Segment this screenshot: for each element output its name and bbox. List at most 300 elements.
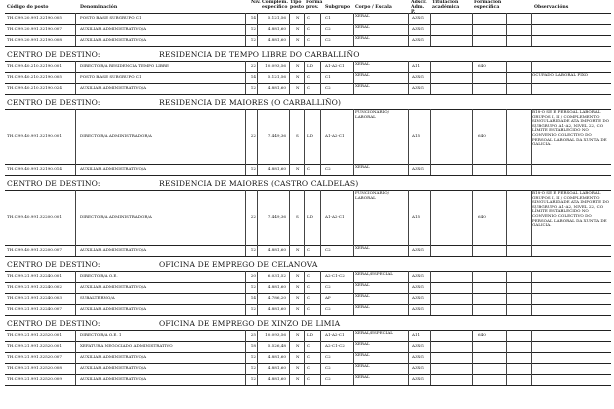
cell-subgrupo: C2 xyxy=(325,354,331,359)
section-name: OFICINA DE EMPREGO DE CELANOVA xyxy=(159,260,318,269)
column-divider xyxy=(353,13,354,46)
row-divider xyxy=(5,24,611,25)
cell-formacion: 640 xyxy=(478,214,486,219)
cell-codigo: TH.C99.21.991.32520.001 xyxy=(7,332,63,337)
cell-forma: C xyxy=(307,15,311,20)
row-divider xyxy=(5,46,611,47)
cell-complemento: 4.881,60 xyxy=(267,37,286,42)
column-divider xyxy=(506,109,507,175)
cell-denominacion: DIRECTOR/A O.E. 1 xyxy=(80,332,122,337)
cell-denominacion: DIRECTOR/A O.E. xyxy=(80,273,118,278)
column-divider xyxy=(353,109,354,175)
column-divider xyxy=(472,271,473,315)
row-divider xyxy=(5,352,611,353)
cell-complemento: 5.121,56 xyxy=(267,15,286,20)
cell-codigo: TH.C99.21.991.32520.009 xyxy=(7,376,63,381)
column-divider xyxy=(472,109,473,175)
cell-adscr: A3XG xyxy=(412,85,424,90)
cell-nivel: 14 xyxy=(250,295,256,300)
header-denominacion: Denominación xyxy=(80,5,118,10)
cell-nivel: 14 xyxy=(250,15,256,20)
cell-denominacion: XEFATURA NEGOCIADO ADMINISTRATIVO xyxy=(80,343,173,348)
column-divider xyxy=(245,61,246,94)
cell-forma: C xyxy=(307,37,311,42)
column-divider xyxy=(304,190,305,256)
cell-complemento: 4.881,60 xyxy=(267,284,286,289)
cell-denominacion: DIRECTOR/A RESIDENCIA TEMPO LIBRE xyxy=(80,63,169,68)
cell-adscr: A3XG xyxy=(412,306,424,311)
cell-forma: LD xyxy=(307,214,314,219)
section-label: CENTRO DE DESTINO: xyxy=(7,50,101,59)
cell-nivel: 20 xyxy=(250,273,256,278)
cell-formacion: 640 xyxy=(478,133,486,138)
cell-complemento: 4.881,60 xyxy=(267,365,286,370)
column-divider xyxy=(430,330,431,385)
cell-forma: C xyxy=(307,354,311,359)
cell-codigo: TH.C99.20.991.32190.007 xyxy=(7,26,63,31)
cell-corpo: XERAL xyxy=(355,13,370,18)
column-divider xyxy=(257,330,258,385)
column-divider xyxy=(430,13,431,46)
cell-complemento: 6.031,52 xyxy=(267,273,286,278)
cell-subgrupo: C2 xyxy=(325,365,331,370)
column-divider xyxy=(75,271,76,315)
cell-codigo: TH.C99.21.991.32240.003 xyxy=(7,295,63,300)
column-divider xyxy=(289,330,290,385)
cell-denominacion: AUXILIAR ADMINISTRATIVO/A xyxy=(80,247,147,252)
cell-codigo: TH.C99.21.991.32520.007 xyxy=(7,354,63,359)
section-title xyxy=(7,50,607,59)
column-divider xyxy=(75,190,76,256)
cell-codigo: TH.C99.40.210.32190.005 xyxy=(7,74,63,79)
cell-adscr: A15 xyxy=(412,133,421,138)
cell-complemento: 5.526,48 xyxy=(267,343,286,348)
column-divider xyxy=(245,190,246,256)
cell-forma: C xyxy=(307,284,311,289)
cell-tipo: N xyxy=(296,354,300,359)
column-divider xyxy=(506,330,507,385)
column-divider xyxy=(506,61,507,94)
column-divider xyxy=(408,271,409,315)
cell-nivel: 12 xyxy=(250,354,256,359)
cell-formacion: 640 xyxy=(478,332,486,337)
column-divider xyxy=(320,61,321,94)
section-label: CENTRO DE DESTINO: xyxy=(7,98,101,107)
cell-corpo: XERAL xyxy=(355,363,370,368)
column-divider xyxy=(75,330,76,385)
cell-tipo: N xyxy=(296,74,300,79)
row-divider xyxy=(5,271,611,272)
cell-corpo: FUNCIONARIO/ LABORAL xyxy=(355,190,389,200)
cell-nivel: 22 xyxy=(250,133,256,138)
row-divider xyxy=(5,164,611,165)
column-divider xyxy=(75,109,76,175)
column-divider xyxy=(245,109,246,175)
column-divider xyxy=(430,190,431,256)
header-titulacion: Titulación académica xyxy=(432,0,460,10)
cell-tipo: N xyxy=(296,247,300,252)
section-name: RESIDENCIA DE MAIORES (O CARBALLIÑO) xyxy=(159,98,342,107)
column-divider xyxy=(257,61,258,94)
cell-complemento: 10.093,56 xyxy=(265,63,286,68)
column-divider xyxy=(531,109,532,175)
cell-subgrupo: A2-C1-C2 xyxy=(325,273,345,278)
cell-adscr: A3XG xyxy=(412,365,424,370)
cell-nivel: 22 xyxy=(250,63,256,68)
cell-adscr: A3XG xyxy=(412,37,424,42)
cell-codigo: TH.C99.40.991.32200.001 xyxy=(7,214,63,219)
cell-nivel: 22 xyxy=(250,214,256,219)
cell-codigo: TH.C99.40.210.32190.001 xyxy=(7,63,63,68)
column-divider xyxy=(320,13,321,46)
section-name: OFICINA DE EMPREGO DE XINZO DE LIMIA xyxy=(159,319,341,328)
cell-corpo: XERAL xyxy=(355,352,370,357)
cell-tipo: N xyxy=(296,284,300,289)
cell-denominacion: AUXILIAR ADMINISTRATIVO/A xyxy=(80,166,147,171)
cell-tipo: N xyxy=(296,63,300,68)
cell-complemento: 4.881,60 xyxy=(267,85,286,90)
cell-nivel: 12 xyxy=(250,306,256,311)
row-divider xyxy=(5,293,611,294)
cell-codigo: TH.C99.20.991.32190.005 xyxy=(7,15,63,20)
header-nivel: Nív. xyxy=(251,0,261,5)
cell-nivel: 25 xyxy=(250,332,256,337)
column-divider xyxy=(506,271,507,315)
cell-codigo: TH.C99.40.210.32190.024 xyxy=(7,85,63,90)
cell-adscr: A3XG xyxy=(412,166,424,171)
cell-subgrupo: C2 xyxy=(325,284,331,289)
cell-nivel: 18 xyxy=(250,343,256,348)
column-divider xyxy=(408,330,409,385)
cell-complemento: 4.881,60 xyxy=(267,306,286,311)
cell-adscr: A3XG xyxy=(412,354,424,359)
cell-subgrupo: C2 xyxy=(325,376,331,381)
cell-denominacion: AUXILIAR ADMINISTRATIVO/A xyxy=(80,26,147,31)
cell-complemento: 4.881,60 xyxy=(267,247,286,252)
column-divider xyxy=(408,109,409,175)
cell-codigo: TH.C99.21.991.32240.002 xyxy=(7,284,63,289)
cell-corpo: FUNCIONARIO/ LABORAL xyxy=(355,109,389,119)
cell-tipo: N xyxy=(296,295,300,300)
cell-denominacion: DIRECTOR/A ADMINISTRADOR/A xyxy=(80,133,152,138)
cell-subgrupo: A1-A2-C1 xyxy=(325,214,345,219)
row-divider xyxy=(5,330,611,331)
column-divider xyxy=(430,109,431,175)
header-adscr: Adscr. Adm. P. xyxy=(411,0,427,15)
cell-subgrupo: C2 xyxy=(325,26,331,31)
cell-subgrupo: A1-A2-C1 xyxy=(325,63,345,68)
cell-subgrupo: C2 xyxy=(325,37,331,42)
column-divider xyxy=(320,271,321,315)
cell-adscr: A3XG xyxy=(412,284,424,289)
cell-subgrupo: AP xyxy=(325,295,331,300)
section-title xyxy=(7,98,607,107)
cell-forma: C xyxy=(307,166,311,171)
cell-forma: C xyxy=(307,247,311,252)
section-label: CENTRO DE DESTINO: xyxy=(7,319,101,328)
cell-tipo: N xyxy=(296,37,300,42)
cell-denominacion: AUXILIAR ADMINISTRATIVO/A xyxy=(80,284,147,289)
cell-adscr: A3XG xyxy=(412,247,424,252)
column-divider xyxy=(75,13,76,46)
row-divider xyxy=(5,190,611,191)
cell-corpo: XERAL xyxy=(355,24,370,29)
section-label: CENTRO DE DESTINO: xyxy=(7,260,101,269)
row-divider xyxy=(5,245,611,246)
row-divider xyxy=(5,72,611,73)
cell-corpo: XERAL/ESPECIAL xyxy=(355,271,393,276)
column-divider xyxy=(289,271,290,315)
cell-adscr: A11 xyxy=(412,63,421,68)
cell-adscr: A3XG xyxy=(412,376,424,381)
column-divider xyxy=(531,61,532,94)
section-title xyxy=(7,179,607,188)
row-divider xyxy=(5,363,611,364)
cell-forma: C xyxy=(307,26,311,31)
cell-subgrupo: C1 xyxy=(325,74,331,79)
cell-corpo: XERAL xyxy=(355,72,370,77)
row-divider xyxy=(5,315,611,316)
cell-denominacion: AUXILIAR ADMINISTRATIVO/A xyxy=(80,306,147,311)
cell-tipo: N xyxy=(296,365,300,370)
cell-forma: C xyxy=(307,343,311,348)
cell-observacions: B18-O SE É PERSOAL LABORAL GRUPOS I, II / COMPLEMENTO SINGULARIDADE ATA IMPORTE DO SUBGRUPO A1-A2, NIVEL 22, CO LÍMITE ESTABLECIDO NO CONVENIO COLECTIVO DO PERSOAL LABORAL DA XUNTA DE GALICIA. xyxy=(532,109,609,147)
cell-nivel: 12 xyxy=(250,376,256,381)
column-divider xyxy=(304,109,305,175)
column-divider xyxy=(531,190,532,256)
section-label: CENTRO DE DESTINO: xyxy=(7,179,101,188)
cell-adscr: A11 xyxy=(412,332,421,337)
column-divider xyxy=(430,61,431,94)
cell-forma: C xyxy=(307,306,311,311)
header-codigo: Código do posto xyxy=(7,5,49,10)
cell-corpo: XERAL xyxy=(355,293,370,298)
cell-tipo: N xyxy=(296,376,300,381)
cell-denominacion: AUXILIAR ADMINISTRATIVO/A xyxy=(80,365,147,370)
cell-forma: C xyxy=(307,295,311,300)
cell-nivel: 12 xyxy=(250,37,256,42)
cell-formacion: 640 xyxy=(478,63,486,68)
column-divider xyxy=(353,190,354,256)
cell-forma: C xyxy=(307,85,311,90)
cell-complemento: 5.121,56 xyxy=(267,74,286,79)
cell-forma: C xyxy=(307,376,311,381)
cell-codigo: TH.C99.21.991.32520.008 xyxy=(7,365,63,370)
cell-tipo: N xyxy=(296,332,300,337)
cell-tipo: N xyxy=(296,85,300,90)
row-divider xyxy=(5,304,611,305)
cell-corpo: XERAL/ESPECIAL xyxy=(355,330,393,335)
column-divider xyxy=(245,330,246,385)
cell-adscr: A15 xyxy=(412,214,421,219)
header-tipo: Tipo posto xyxy=(290,0,305,10)
column-divider xyxy=(353,61,354,94)
cell-subgrupo: A1-A2-C1 xyxy=(325,133,345,138)
column-divider xyxy=(506,190,507,256)
cell-observacions: OCUPADO LABORAL FIXO xyxy=(532,72,589,77)
cell-nivel: 12 xyxy=(250,247,256,252)
row-divider xyxy=(5,256,611,257)
header-corpo: Corpo / Escala xyxy=(355,5,392,10)
cell-complemento: 4.786,20 xyxy=(267,295,286,300)
row-divider xyxy=(5,374,611,375)
cell-denominacion: AUXILIAR ADMINISTRATIVO/A xyxy=(80,85,147,90)
cell-codigo: TH.C99.21.991.32520.001 xyxy=(7,343,63,348)
column-divider xyxy=(257,109,258,175)
header-forma: Forma prov. xyxy=(306,0,323,10)
cell-codigo: TH.C99.20.991.32190.008 xyxy=(7,37,63,42)
cell-forma: LD xyxy=(307,133,314,138)
cell-tipo: N xyxy=(296,273,300,278)
cell-tipo: N xyxy=(296,166,300,171)
cell-denominacion: DIRECTOR/A ADMINISTRADOR/A xyxy=(80,214,152,219)
cell-denominacion: SUBALTERNO/A xyxy=(80,295,115,300)
cell-subgrupo: C2 xyxy=(325,247,331,252)
cell-nivel: 14 xyxy=(250,74,256,79)
cell-adscr: A3XG xyxy=(412,15,424,20)
cell-subgrupo: C2 xyxy=(325,306,331,311)
cell-nivel: 12 xyxy=(250,166,256,171)
row-divider xyxy=(5,35,611,36)
cell-subgrupo: C2 xyxy=(325,166,331,171)
cell-denominacion: POSTO BASE SUBGRUPO C1 xyxy=(80,15,142,20)
cell-denominacion: AUXILIAR ADMINISTRATIVO/A xyxy=(80,354,147,359)
column-divider xyxy=(320,109,321,175)
row-divider xyxy=(5,83,611,84)
row-divider xyxy=(5,94,611,95)
cell-complemento: 4.881,60 xyxy=(267,166,286,171)
row-divider xyxy=(5,341,611,342)
column-divider xyxy=(289,61,290,94)
column-divider xyxy=(430,271,431,315)
cell-corpo: XERAL xyxy=(355,374,370,379)
header-complemento: Complem. específico xyxy=(262,0,288,10)
column-divider xyxy=(257,190,258,256)
cell-subgrupo: C1 xyxy=(325,15,331,20)
column-divider xyxy=(408,13,409,46)
column-divider xyxy=(304,330,305,385)
cell-adscr: A3XG xyxy=(412,74,424,79)
column-divider xyxy=(245,13,246,46)
column-divider xyxy=(289,109,290,175)
column-divider xyxy=(353,271,354,315)
cell-adscr: A3XG xyxy=(412,26,424,31)
cell-tipo: S xyxy=(296,133,299,138)
column-divider xyxy=(408,190,409,256)
cell-corpo: XERAL xyxy=(355,304,370,309)
section-name: RESIDENCIA DE MAIORES (CASTRO CALDELAS) xyxy=(159,179,359,188)
column-divider xyxy=(531,330,532,385)
column-divider xyxy=(304,61,305,94)
cell-forma: LD xyxy=(307,332,314,337)
row-divider xyxy=(5,13,611,14)
column-divider xyxy=(353,330,354,385)
cell-nivel: 12 xyxy=(250,365,256,370)
header-formacion: Formación específica xyxy=(474,0,502,10)
cell-tipo: N xyxy=(296,26,300,31)
cell-nivel: 12 xyxy=(250,85,256,90)
cell-subgrupo: A2-C1-C2 xyxy=(325,343,345,348)
cell-codigo: TH.C99.40.991.32190.001 xyxy=(7,133,63,138)
cell-corpo: XERAL xyxy=(355,282,370,287)
column-divider xyxy=(289,190,290,256)
cell-denominacion: AUXILIAR ADMINISTRATIVO/A xyxy=(80,376,147,381)
cell-forma: C xyxy=(307,273,311,278)
row-divider xyxy=(5,175,611,176)
cell-corpo: XERAL xyxy=(355,35,370,40)
column-divider xyxy=(472,61,473,94)
cell-complemento: 10.093,56 xyxy=(265,332,286,337)
cell-adscr: A3XG xyxy=(412,343,424,348)
cell-corpo: XERAL xyxy=(355,245,370,250)
column-divider xyxy=(289,13,290,46)
column-divider xyxy=(245,271,246,315)
cell-codigo: TH.C99.21.991.32240.007 xyxy=(7,306,63,311)
column-divider xyxy=(408,61,409,94)
cell-observacions: B18-O SE É PERSOAL LABORAL GRUPOS I, II / COMPLEMENTO SINGULARIDADE ATA IMPORTE DO SUBGRUPO A1-A2, NIVEL 22, CO LÍMITE ESTABLECIDO NO CONVENIO COLECTIVO DO PERSOAL LABORAL DA XUNTA DE GALICIA. xyxy=(532,190,609,228)
column-divider xyxy=(320,190,321,256)
column-divider xyxy=(257,13,258,46)
cell-codigo: TH.C99.21.991.32240.001 xyxy=(7,273,63,278)
cell-tipo: N xyxy=(296,15,300,20)
cell-forma: C xyxy=(307,74,311,79)
row-divider xyxy=(5,61,611,62)
cell-nivel: 12 xyxy=(250,26,256,31)
cell-corpo: XERAL xyxy=(355,341,370,346)
cell-denominacion: AUXILIAR ADMINISTRATIVO/A xyxy=(80,37,147,42)
row-divider xyxy=(5,109,611,110)
column-divider xyxy=(531,13,532,46)
cell-complemento: 4.881,60 xyxy=(267,376,286,381)
cell-subgrupo: C2 xyxy=(325,85,331,90)
cell-tipo: N xyxy=(296,306,300,311)
cell-subgrupo: A1-A2-C1 xyxy=(325,332,345,337)
column-divider xyxy=(304,13,305,46)
cell-codigo: TH.C99.40.991.32190.014 xyxy=(7,166,63,171)
row-divider xyxy=(5,282,611,283)
cell-forma: LD xyxy=(307,63,314,68)
column-divider xyxy=(304,271,305,315)
header-observacions: Observacións xyxy=(534,5,569,10)
header-subgrupo: Subgrupo xyxy=(325,5,351,10)
row-divider xyxy=(5,385,611,386)
cell-complemento: 7.449,36 xyxy=(267,214,286,219)
section-title xyxy=(7,319,607,328)
cell-complemento: 7.449,36 xyxy=(267,133,286,138)
cell-corpo: XERAL xyxy=(355,83,370,88)
cell-corpo: XERAL xyxy=(355,61,370,66)
column-divider xyxy=(257,271,258,315)
cell-tipo: N xyxy=(296,343,300,348)
cell-complemento: 4.881,60 xyxy=(267,26,286,31)
cell-adscr: A3XG xyxy=(412,273,424,278)
cell-codigo: TH.C99.40.991.32200.007 xyxy=(7,247,63,252)
column-divider xyxy=(320,330,321,385)
cell-corpo: XERAL xyxy=(355,164,370,169)
section-name: RESIDENCIA DE TEMPO LIBRE DO CARBALLIÑO xyxy=(159,50,360,59)
column-divider xyxy=(75,61,76,94)
column-divider xyxy=(472,13,473,46)
column-divider xyxy=(472,190,473,256)
cell-tipo: S xyxy=(296,214,299,219)
cell-complemento: 4.881,60 xyxy=(267,354,286,359)
cell-forma: C xyxy=(307,365,311,370)
section-title xyxy=(7,260,607,269)
column-divider xyxy=(531,271,532,315)
column-divider xyxy=(506,13,507,46)
cell-nivel: 12 xyxy=(250,284,256,289)
column-divider xyxy=(472,330,473,385)
